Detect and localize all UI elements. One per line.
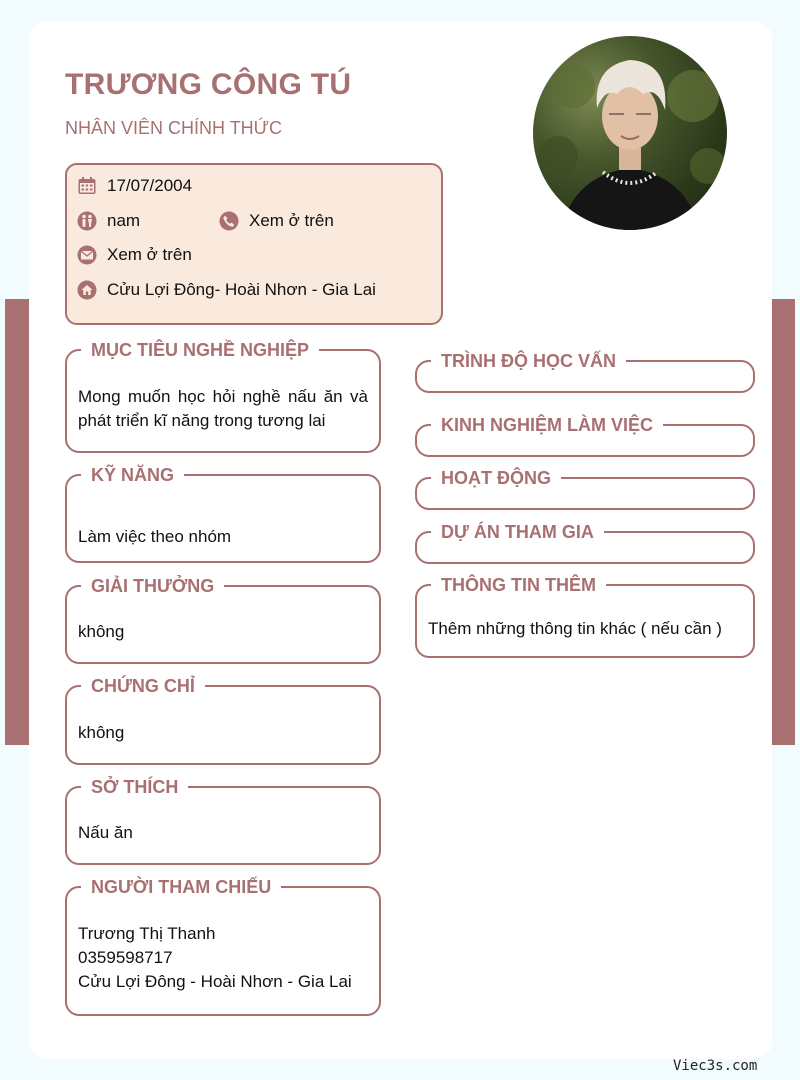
section-content: Nấu ăn <box>78 823 133 842</box>
candidate-name: TRƯƠNG CÔNG TÚ <box>65 68 352 101</box>
reference-name: Trương Thị Thanh <box>78 924 216 943</box>
gender-value: nam <box>107 211 141 230</box>
section-content <box>78 922 368 994</box>
section-activities <box>415 468 755 510</box>
profile-photo-illustration <box>533 36 727 230</box>
decorative-band-right <box>772 299 795 745</box>
phone-row <box>219 211 334 231</box>
email-row <box>77 245 192 265</box>
section-title: KINH NGHIỆM LÀM VIỆC <box>431 412 663 438</box>
decorative-band-left <box>5 299 31 745</box>
home-icon <box>77 280 97 300</box>
section-title: HOẠT ĐỘNG <box>431 465 561 491</box>
section-content: Mong muốn học hỏi nghề nấu ăn và phát triển kĩ năng trong tương lai <box>78 387 368 430</box>
address-value: Cửu Lợi Đông- Hoài Nhơn - Gia Lai <box>107 280 376 299</box>
section-title: GIẢI THƯỞNG <box>81 573 224 599</box>
section-content: Thêm những thông tin khác ( nếu cần ) <box>428 619 722 638</box>
section-hobbies <box>65 777 381 865</box>
section-additional-info <box>415 575 755 658</box>
birthday-row <box>77 176 192 196</box>
section-content: không <box>78 622 125 641</box>
birthday-value: 17/07/2004 <box>107 176 193 195</box>
section-references <box>65 877 381 1016</box>
reference-phone: 0359598717 <box>78 948 173 967</box>
section-education <box>415 351 755 393</box>
section-title: SỞ THÍCH <box>81 774 188 800</box>
section-projects <box>415 522 755 564</box>
section-title: TRÌNH ĐỘ HỌC VẤN <box>431 348 626 374</box>
phone-icon <box>219 211 239 231</box>
address-row <box>77 280 376 300</box>
calendar-icon <box>77 176 97 196</box>
section-certificates <box>65 676 381 765</box>
section-title: CHỨNG CHỈ <box>81 673 205 699</box>
section-title: THÔNG TIN THÊM <box>431 572 606 598</box>
profile-photo <box>533 36 727 230</box>
email-icon <box>77 245 97 265</box>
section-skills <box>65 465 381 563</box>
candidate-position: NHÂN VIÊN CHÍNH THỨC <box>65 118 283 138</box>
section-title: KỸ NĂNG <box>81 462 184 488</box>
section-work-experience <box>415 415 755 457</box>
section-title: DỰ ÁN THAM GIA <box>431 519 604 545</box>
section-content: không <box>78 723 125 742</box>
section-awards <box>65 576 381 664</box>
gender-row <box>77 211 140 231</box>
watermark: Viec3s.com <box>673 1058 758 1074</box>
section-title: MỤC TIÊU NGHỀ NGHIỆP <box>81 337 319 363</box>
section-career-objective <box>65 340 381 453</box>
section-content: Làm việc theo nhóm <box>78 527 232 546</box>
reference-address: Cửu Lợi Đông - Hoài Nhơn - Gia Lai <box>78 972 352 991</box>
email-value: Xem ở trên <box>107 245 192 264</box>
phone-value: Xem ở trên <box>249 211 334 230</box>
section-title: NGƯỜI THAM CHIẾU <box>81 874 281 900</box>
gender-icon <box>77 211 97 231</box>
